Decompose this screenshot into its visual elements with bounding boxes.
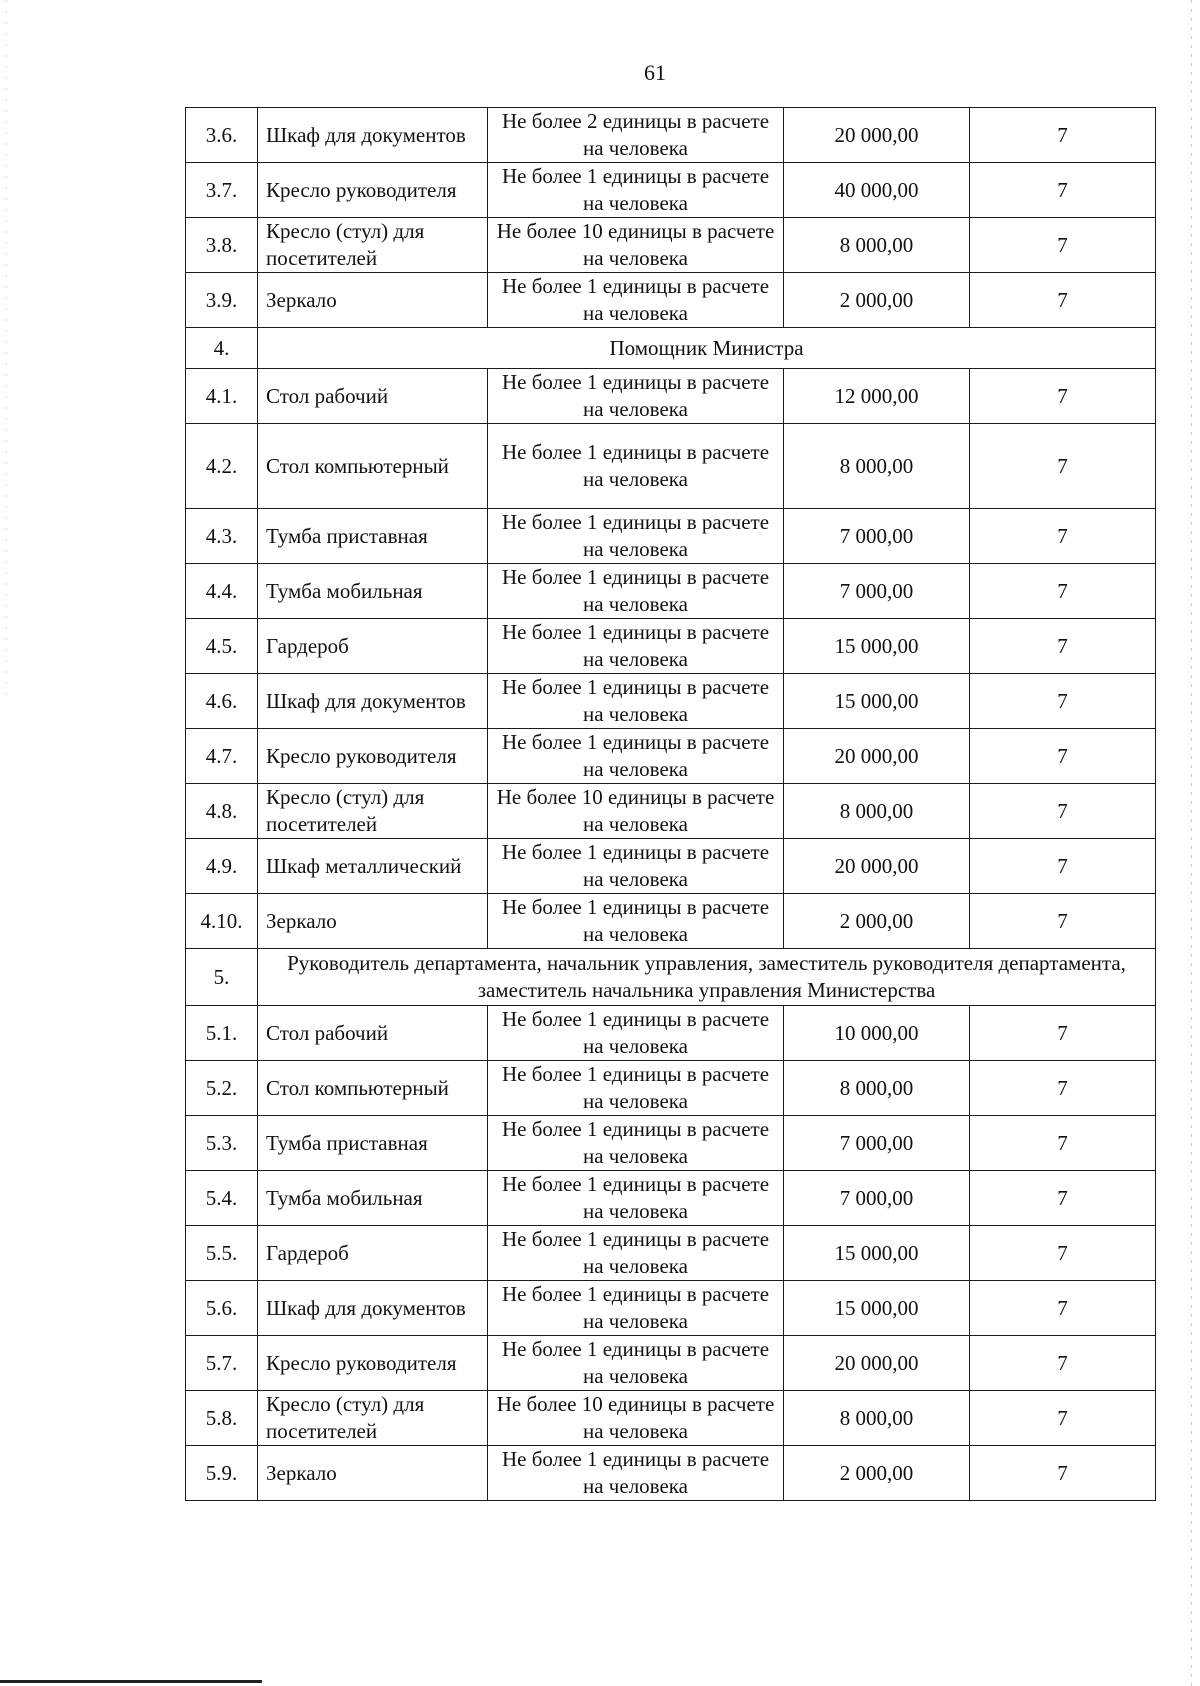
item-quantity: Не более 1 единицы в расчете на человека	[488, 1116, 784, 1171]
item-name: Кресло руководителя	[258, 163, 488, 218]
table-row	[186, 729, 1156, 784]
item-name: Тумба мобильная	[258, 1171, 488, 1226]
row-number: 4.6.	[186, 674, 258, 729]
table-row	[186, 1006, 1156, 1061]
scan-edge-right	[1191, 0, 1192, 1686]
item-name: Шкаф для документов	[258, 1281, 488, 1336]
item-quantity: Не более 1 единицы в расчете на человека	[488, 509, 784, 564]
item-quantity: Не более 1 единицы в расчете на человека	[488, 163, 784, 218]
item-term: 7	[970, 1006, 1156, 1061]
item-price: 8 000,00	[784, 784, 970, 839]
item-price: 15 000,00	[784, 1281, 970, 1336]
item-term: 7	[970, 1226, 1156, 1281]
item-quantity: Не более 1 единицы в расчете на человека	[488, 1006, 784, 1061]
item-term: 7	[970, 509, 1156, 564]
scan-edge-left	[6, 0, 7, 700]
item-quantity: Не более 1 единицы в расчете на человека	[488, 1446, 784, 1501]
row-number: 5.6.	[186, 1281, 258, 1336]
item-term: 7	[970, 1281, 1156, 1336]
item-name: Тумба приставная	[258, 1116, 488, 1171]
item-quantity: Не более 1 единицы в расчете на человека	[488, 1061, 784, 1116]
item-price: 8 000,00	[784, 218, 970, 273]
item-name: Кресло руководителя	[258, 729, 488, 784]
item-quantity: Не более 1 единицы в расчете на человека	[488, 1281, 784, 1336]
item-term: 7	[970, 1336, 1156, 1391]
item-price: 2 000,00	[784, 894, 970, 949]
table-row	[186, 1281, 1156, 1336]
item-price: 40 000,00	[784, 163, 970, 218]
table-row	[186, 163, 1156, 218]
item-term: 7	[970, 619, 1156, 674]
table-row	[186, 1116, 1156, 1171]
item-term: 7	[970, 894, 1156, 949]
row-number: 5.2.	[186, 1061, 258, 1116]
table-row	[186, 894, 1156, 949]
item-name: Кресло (стул) для посетителей	[258, 218, 488, 273]
item-term: 7	[970, 1061, 1156, 1116]
table-row	[186, 509, 1156, 564]
item-name: Зеркало	[258, 894, 488, 949]
item-term: 7	[970, 273, 1156, 328]
item-name: Шкаф для документов	[258, 674, 488, 729]
item-quantity: Не более 10 единицы в расчете на человека	[488, 218, 784, 273]
item-quantity: Не более 1 единицы в расчете на человека	[488, 1171, 784, 1226]
table-row	[186, 784, 1156, 839]
item-price: 7 000,00	[784, 1171, 970, 1226]
item-quantity: Не более 10 единицы в расчете на человека	[488, 784, 784, 839]
item-price: 15 000,00	[784, 674, 970, 729]
item-price: 20 000,00	[784, 729, 970, 784]
item-price: 7 000,00	[784, 564, 970, 619]
item-term: 7	[970, 1446, 1156, 1501]
item-price: 8 000,00	[784, 1391, 970, 1446]
table-row	[186, 1171, 1156, 1226]
row-number: 5.1.	[186, 1006, 258, 1061]
table-row	[186, 1226, 1156, 1281]
row-number: 3.7.	[186, 163, 258, 218]
row-number: 4.2.	[186, 424, 258, 509]
item-term: 7	[970, 1171, 1156, 1226]
table-row	[186, 1336, 1156, 1391]
table-row	[186, 218, 1156, 273]
item-quantity: Не более 10 единицы в расчете на человека	[488, 1391, 784, 1446]
item-quantity: Не более 1 единицы в расчете на человека	[488, 619, 784, 674]
section-title: Руководитель департамента, начальник управления, заместитель руководителя департамента, заместитель начальника управления Министерства	[258, 949, 1156, 1006]
item-price: 15 000,00	[784, 1226, 970, 1281]
row-number: 4.1.	[186, 369, 258, 424]
item-term: 7	[970, 564, 1156, 619]
item-price: 12 000,00	[784, 369, 970, 424]
item-price: 20 000,00	[784, 1336, 970, 1391]
item-term: 7	[970, 369, 1156, 424]
item-term: 7	[970, 1391, 1156, 1446]
item-term: 7	[970, 218, 1156, 273]
item-price: 7 000,00	[784, 509, 970, 564]
item-quantity: Не более 1 единицы в расчете на человека	[488, 1336, 784, 1391]
item-name: Стол компьютерный	[258, 1061, 488, 1116]
item-quantity: Не более 1 единицы в расчете на человека	[488, 369, 784, 424]
item-term: 7	[970, 784, 1156, 839]
row-number: 3.6.	[186, 108, 258, 163]
section-number: 5.	[186, 949, 258, 1006]
row-number: 4.7.	[186, 729, 258, 784]
item-quantity: Не более 1 единицы в расчете на человека	[488, 839, 784, 894]
section-row	[186, 949, 1156, 1006]
table-row	[186, 1446, 1156, 1501]
page-number: 61	[644, 60, 666, 85]
row-number: 5.8.	[186, 1391, 258, 1446]
row-number: 4.9.	[186, 839, 258, 894]
item-quantity: Не более 1 единицы в расчете на человека	[488, 729, 784, 784]
item-name: Шкаф металлический	[258, 839, 488, 894]
item-price: 2 000,00	[784, 1446, 970, 1501]
item-quantity: Не более 1 единицы в расчете на человека	[488, 894, 784, 949]
item-name: Гардероб	[258, 1226, 488, 1281]
row-number: 5.9.	[186, 1446, 258, 1501]
item-name: Гардероб	[258, 619, 488, 674]
item-price: 15 000,00	[784, 619, 970, 674]
row-number: 3.9.	[186, 273, 258, 328]
item-price: 8 000,00	[784, 424, 970, 509]
row-number: 5.3.	[186, 1116, 258, 1171]
table-row	[186, 564, 1156, 619]
row-number: 4.4.	[186, 564, 258, 619]
furniture-norms-table	[185, 107, 1156, 1501]
item-name: Стол рабочий	[258, 1006, 488, 1061]
item-quantity: Не более 1 единицы в расчете на человека	[488, 674, 784, 729]
row-number: 4.8.	[186, 784, 258, 839]
item-price: 20 000,00	[784, 108, 970, 163]
item-term: 7	[970, 674, 1156, 729]
item-price: 2 000,00	[784, 273, 970, 328]
item-name: Кресло руководителя	[258, 1336, 488, 1391]
item-name: Зеркало	[258, 1446, 488, 1501]
row-number: 4.5.	[186, 619, 258, 674]
item-name: Стол рабочий	[258, 369, 488, 424]
item-name: Кресло (стул) для посетителей	[258, 784, 488, 839]
row-number: 5.5.	[186, 1226, 258, 1281]
item-price: 8 000,00	[784, 1061, 970, 1116]
table-row	[186, 273, 1156, 328]
row-number: 4.10.	[186, 894, 258, 949]
table-row	[186, 839, 1156, 894]
table-row	[186, 1061, 1156, 1116]
table-row	[186, 674, 1156, 729]
table-row	[186, 619, 1156, 674]
item-name: Тумба мобильная	[258, 564, 488, 619]
row-number: 5.7.	[186, 1336, 258, 1391]
item-term: 7	[970, 839, 1156, 894]
item-quantity: Не более 1 единицы в расчете на человека	[488, 273, 784, 328]
table-row	[186, 424, 1156, 509]
item-term: 7	[970, 729, 1156, 784]
scan-bottom-mark	[0, 1680, 262, 1683]
section-row	[186, 328, 1156, 369]
item-quantity: Не более 1 единицы в расчете на человека	[488, 1226, 784, 1281]
row-number: 5.4.	[186, 1171, 258, 1226]
item-price: 10 000,00	[784, 1006, 970, 1061]
table-row	[186, 1391, 1156, 1446]
section-title: Помощник Министра	[258, 328, 1156, 369]
table-row	[186, 108, 1156, 163]
item-name: Шкаф для документов	[258, 108, 488, 163]
item-term: 7	[970, 1116, 1156, 1171]
item-quantity: Не более 2 единицы в расчете на человека	[488, 108, 784, 163]
item-name: Тумба приставная	[258, 509, 488, 564]
item-term: 7	[970, 424, 1156, 509]
item-name: Стол компьютерный	[258, 424, 488, 509]
item-name: Кресло (стул) для посетителей	[258, 1391, 488, 1446]
item-price: 7 000,00	[784, 1116, 970, 1171]
section-number: 4.	[186, 328, 258, 369]
item-price: 20 000,00	[784, 839, 970, 894]
item-quantity: Не более 1 единицы в расчете на человека	[488, 424, 784, 509]
item-term: 7	[970, 163, 1156, 218]
row-number: 3.8.	[186, 218, 258, 273]
item-term: 7	[970, 108, 1156, 163]
table-body	[186, 108, 1156, 1501]
row-number: 4.3.	[186, 509, 258, 564]
item-name: Зеркало	[258, 273, 488, 328]
item-quantity: Не более 1 единицы в расчете на человека	[488, 564, 784, 619]
table-row	[186, 369, 1156, 424]
